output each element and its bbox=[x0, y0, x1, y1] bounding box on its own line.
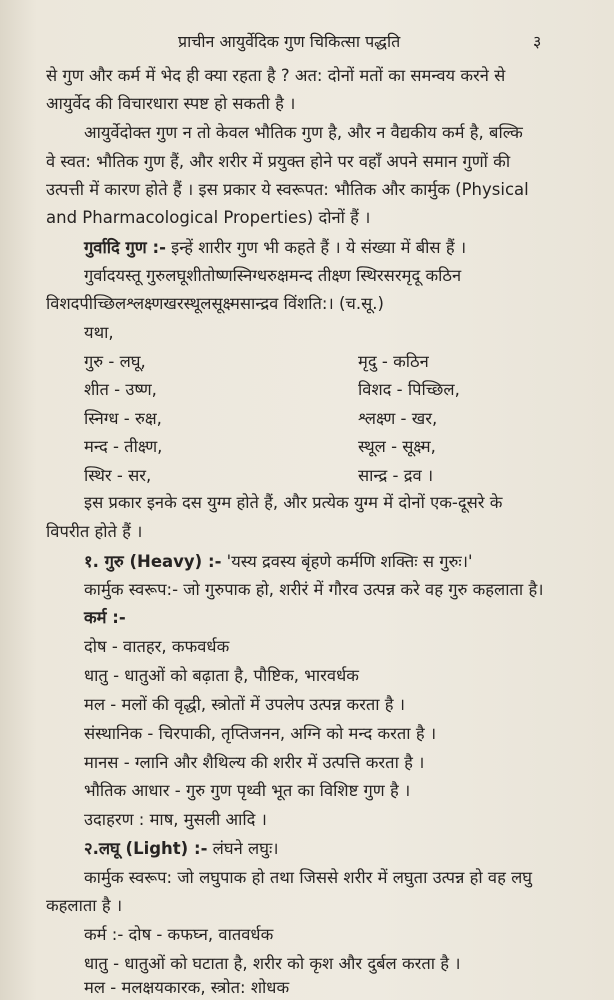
laghu-karmuk: कहलाता है । bbox=[46, 896, 123, 915]
list-item: कर्म :- दोष - कफघ्न, वातवर्धक bbox=[84, 925, 274, 944]
pair-left: गुरु - लघू, bbox=[84, 352, 146, 371]
list-item: धातु - धातुओं को घटाता है, शरीर को कृश और दुर्बल करता है । bbox=[84, 954, 461, 973]
running-header bbox=[0, 30, 614, 54]
text-line: and Pharmacological Properties) दोनों हैं । bbox=[46, 208, 371, 227]
pair-right: श्लक्ष्ण - खर, bbox=[358, 409, 438, 428]
text-line: उत्पत्ती में कारण होते हैं । इस प्रकार ये स्वरूपत: भौतिक और कार्मुक (Physical bbox=[46, 180, 529, 199]
list-item: मल - मलों की वृद्धी, स्त्रोतों में उपलेप उत्पन्न करता है । bbox=[84, 695, 406, 714]
shloka-line: विशदपीच्छिलश्लक्ष्णखरस्थूलसूक्ष्मसान्द्रव विंशति:। (च.सू.) bbox=[46, 294, 384, 313]
pair-left: शीत - उष्ण, bbox=[84, 380, 157, 399]
list-item: उदाहरण : माष, मुसली आदि । bbox=[84, 810, 267, 829]
list-item: धातु - धातुओं को बढ़ाता है, पौष्टिक, भारवर्धक bbox=[84, 666, 359, 685]
list-item: दोष - वातहर, कफवर्धक bbox=[84, 637, 230, 656]
list-item: संस्थानिक - चिरपाकी, तृप्तिजनन, अग्नि को मन्द करता है । bbox=[84, 724, 437, 743]
list-item: भौतिक आधार - गुरु गुण पृथ्वी भूत का विशिष्ट गुण है । bbox=[84, 781, 411, 800]
guru-heading: १. गुरु (Heavy) :- bbox=[84, 552, 222, 571]
shloka-line: गुर्वादयस्तू गुरुलघूशीतोष्णस्निग्धरुक्षमन्द तीक्ष्ण स्थिरसरमृदू कठिन bbox=[84, 266, 462, 285]
pair-right: स्थूल - सूक्ष्म, bbox=[358, 437, 436, 456]
text-line: आयुर्वेद की विचारधारा स्पष्ट हो सकती है । bbox=[46, 94, 296, 113]
karma-heading: कर्म :- bbox=[84, 608, 126, 627]
page-number: ३ bbox=[533, 32, 542, 51]
text-line: से गुण और कर्म में भेद ही क्या रहता है ? अत: दोनों मतों का समन्वय करने से bbox=[46, 66, 506, 85]
pair-left: स्थिर - सर, bbox=[84, 466, 152, 485]
text-line: विपरीत होते हैं । bbox=[46, 522, 143, 541]
text-line: आयुर्वेदोक्त गुण न तो केवल भौतिक गुण है, और न वैद्यकीय कर्म है, बल्कि bbox=[84, 123, 523, 142]
text-line: वे स्वत: भौतिक गुण हैं, और शरीर में प्रयुक्त होने पर वहाँ अपने समान गुणों की bbox=[46, 152, 511, 171]
list-item: मल - मलक्षयकारक, स्त्रोत: शोधक bbox=[84, 978, 290, 997]
text-line: इस प्रकार इनके दस युग्म होते हैं, और प्रत्येक युग्म में दोनों एक-दूसरे के bbox=[84, 493, 503, 512]
guru-karmuk: कार्मुक स्वरूप:- जो गुरुपाक हो, शरीरं में गौरव उत्पन्न करे वह गुरु कहलाता है। bbox=[84, 580, 544, 599]
laghu-heading: २.लघू (Light) :- bbox=[84, 839, 208, 858]
gurvadi-line bbox=[84, 236, 466, 260]
running-title: प्राचीन आयुर्वेदिक गुण चिकित्सा पद्धति bbox=[178, 32, 401, 51]
laghu-karmuk: कार्मुक स्वरूप: जो लघुपाक हो तथा जिससे शरीर में लघुता उत्पन्न हो वह लघु bbox=[84, 868, 533, 887]
laghu-heading-line bbox=[84, 837, 279, 861]
pair-left: स्निग्ध - रुक्ष, bbox=[84, 409, 162, 428]
pair-right: विशद - पिच्छिल, bbox=[358, 380, 460, 399]
yatha-label: यथा, bbox=[84, 323, 114, 342]
guru-shloka: 'यस्य द्रवस्य बृंहणे कर्मणि शक्तिः स गुरुः।' bbox=[221, 552, 473, 571]
gurvadi-heading: गुर्वादि गुण :- bbox=[84, 238, 166, 257]
laghu-shloka: लंघने लघुः। bbox=[207, 839, 279, 858]
list-item: मानस - ग्लानि और शैथिल्य की शरीर में उत्पत्ति करता है । bbox=[84, 753, 425, 772]
guru-heading-line bbox=[84, 550, 473, 574]
pair-left: मन्द - तीक्ष्ण, bbox=[84, 437, 163, 456]
pair-right: मृदु - कठिन bbox=[358, 352, 429, 371]
pair-right: सान्द्र - द्रव । bbox=[358, 466, 434, 485]
gurvadi-text: इन्हें शारीर गुण भी कहते हैं । ये संख्या में बीस हैं । bbox=[165, 238, 467, 257]
